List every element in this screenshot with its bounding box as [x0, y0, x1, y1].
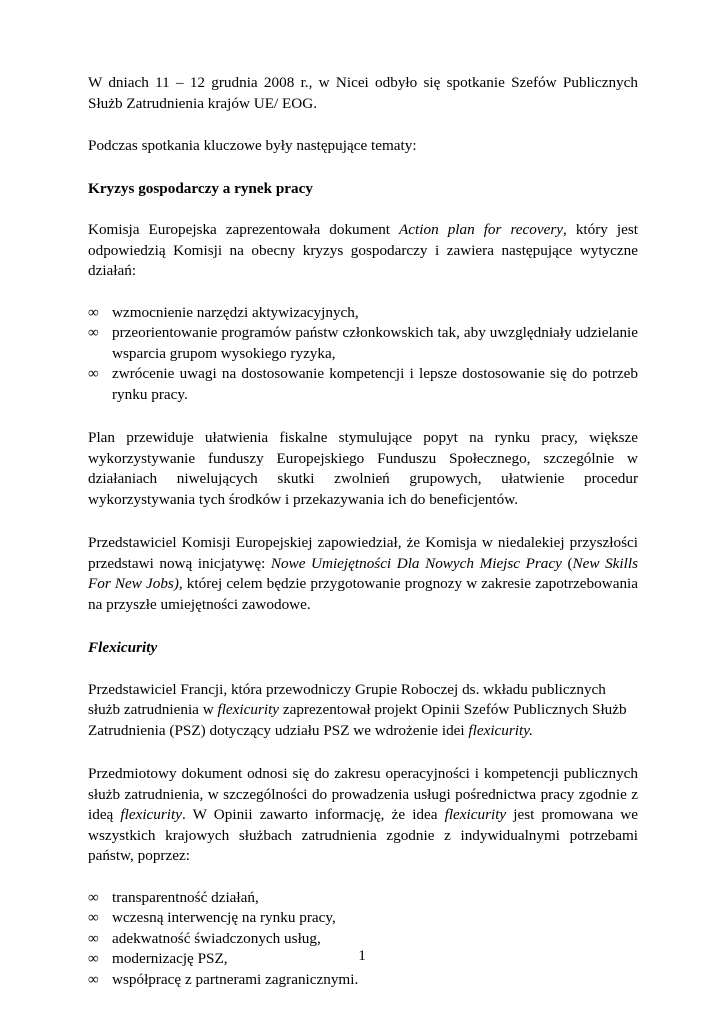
infinity-bullet-icon: ∞ — [88, 324, 99, 341]
topics-intro: Podczas spotkania kluczowe były następujące tematy: — [88, 137, 417, 154]
infinity-bullet-icon: ∞ — [88, 950, 99, 967]
section2-heading: Flexicurity — [88, 639, 158, 656]
section1-paragraph-2: Plan przewiduje ułatwienia fiskalne stymulujące popyt na rynku pracy, większe wykorzystywanie funduszy Europejskiego Funduszu Społecznego, szczególnie w działaniach niwelujących skutki zwolnień grupowych, ułatwienie procedur wykorzystywania tych środków i przekazywania ich do beneficjentów. — [88, 429, 638, 508]
infinity-bullet-icon: ∞ — [88, 365, 99, 382]
list-item: ∞ modernizację PSZ, — [88, 949, 638, 970]
list-item: ∞ współpracę z partnerami zagranicznymi. — [88, 970, 638, 991]
infinity-bullet-icon: ∞ — [88, 929, 99, 947]
section2-bullet-list — [88, 888, 638, 991]
list-item: ∞ wzmocnienie narzędzi aktywizacyjnych, — [88, 303, 638, 324]
infinity-bullet-icon: ∞ — [88, 303, 99, 321]
section1-heading: Kryzys gospodarczy a rynek pracy — [88, 179, 313, 197]
infinity-bullet-icon: ∞ — [88, 888, 99, 906]
list-item: ∞ wczesną interwencję na rynku pracy, — [88, 908, 638, 929]
intro-paragraph: W dniach 11 – 12 grudnia 2008 r., w Nicei odbyło się spotkanie Szefów Publicznych Służb Zatrudnienia krajów UE/ EOG. — [88, 74, 638, 112]
section2-paragraph-2: Przedmiotowy dokument odnosi się do zakresu operacyjności i kompetencji publicznych służb zatrudnienia, w szczególności do prowadzenia usługi pośrednictwa pracy zgodnie z ideą flexicurity. W Opinii zawarto informację, że idea flexicurity jest promowana we wszystkich krajowych służbach zatrudnienia zgodnie z indywidualnymi potrzebami państw, poprzez: — [88, 765, 639, 864]
list-item: ∞ transparentność działań, — [88, 888, 638, 909]
section1-paragraph-3: Przedstawiciel Komisji Europejskiej zapowiedział, że Komisja w niedalekiej przyszłości przedstawi nową inicjatywę: Nowe Umiejętności Dla Nowych Miejsc Pracy (New Skills For New Jobs), której celem będzie przygotowanie prognozy w zakresie zapotrzebowania na przyszłe umiejętności zawodowe. — [88, 534, 639, 613]
section1-paragraph-1: Komisja Europejska zaprezentowała dokument Action plan for recovery, który jest odpowiedzią Komisji na obecny kryzys gospodarczy i zawiera następujące wytyczne działań: — [88, 221, 638, 279]
infinity-bullet-icon: ∞ — [88, 909, 99, 926]
list-item: ∞ adekwatność świadczonych usług, — [88, 929, 638, 950]
infinity-bullet-icon: ∞ — [88, 970, 99, 988]
section1-bullet-list — [88, 303, 638, 406]
document-page — [88, 73, 638, 990]
list-item: ∞ zwrócenie uwagi na dostosowanie kompetencji i lepsze dostosowanie się do potrzeb rynku pracy. — [88, 365, 638, 403]
page-number: 1 — [358, 947, 366, 964]
section2-paragraph-1: Przedstawiciel Francji, która przewodniczy Grupie Roboczej ds. wkładu publicznych służb zatrudnienia w flexicurity zaprezentował projekt Opinii Szefów Publicznych Służb Zatrudnienia (PSZ) dotyczący udziału PSZ we wdrożenie idei flexicurity. — [88, 680, 627, 739]
list-item: ∞ przeorientowanie programów państw członkowskich tak, aby uwzględniały udzielanie wsparcia grupom wysokiego ryzyka, — [88, 324, 638, 362]
